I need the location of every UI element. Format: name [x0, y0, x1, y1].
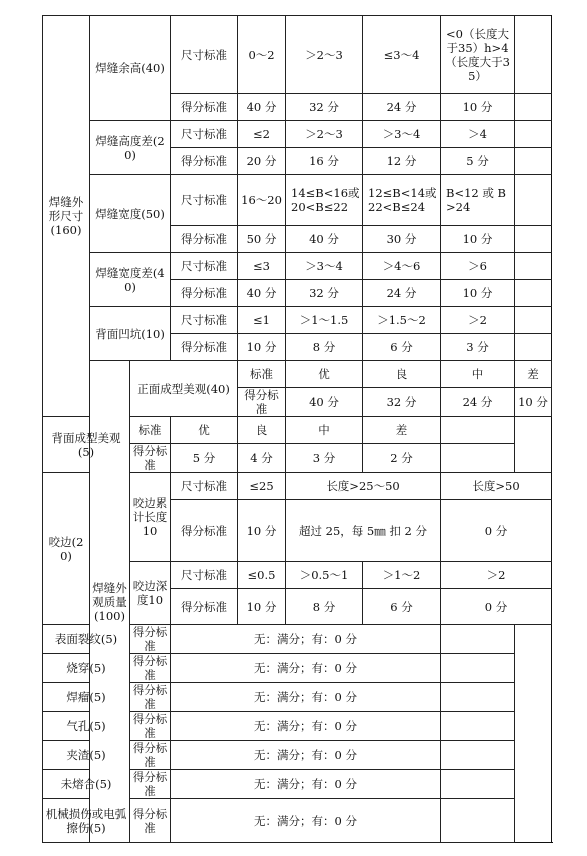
- empty-cell: [515, 175, 552, 226]
- table-cell: 32 分: [286, 94, 363, 121]
- row-label: 得分标准: [171, 280, 238, 307]
- defect-rule: 无：满分；有：0 分: [171, 770, 441, 799]
- table-cell: 0 分: [441, 589, 552, 625]
- empty-cell: [515, 16, 552, 94]
- table-cell: 12≤B<14或22<B≤24: [363, 175, 441, 226]
- table-cell: 3 分: [286, 444, 363, 473]
- table-cell: 40 分: [286, 226, 363, 253]
- table-cell: 24 分: [363, 94, 441, 121]
- empty-cell: [441, 741, 515, 770]
- row-label: 得分标准: [171, 589, 238, 625]
- table-cell: 0～2: [238, 16, 286, 94]
- table-cell: 优: [286, 361, 363, 388]
- empty-cell: [441, 625, 515, 654]
- table-cell: 长度>25～50: [286, 473, 441, 500]
- table-cell: 10 分: [441, 226, 515, 253]
- table-cell: 10 分: [238, 589, 286, 625]
- defect-rule: 无：满分；有：0 分: [171, 741, 441, 770]
- table-cell: 2 分: [363, 444, 441, 473]
- table-cell: <0（长度大于35）h>4（长度大于35）: [441, 16, 515, 94]
- defect-label: 表面裂纹(5): [43, 625, 130, 654]
- row-label: 得分标准: [130, 712, 171, 741]
- table-cell: 24 分: [441, 388, 515, 417]
- table-cell: 8 分: [286, 334, 363, 361]
- table-cell: 8 分: [286, 589, 363, 625]
- table-row: [43, 175, 552, 226]
- table-cell: ＞1～2: [363, 562, 441, 589]
- empty-cell: [441, 444, 515, 473]
- table-cell: 6 分: [363, 589, 441, 625]
- row-label: 尺寸标准: [171, 562, 238, 589]
- table-cell: 40 分: [238, 94, 286, 121]
- table-cell: 4 分: [238, 444, 286, 473]
- table-row: [43, 417, 552, 444]
- table-cell: ＞2: [441, 562, 552, 589]
- table-row: [43, 741, 552, 770]
- sub-item-label: 咬边深度10: [130, 562, 171, 625]
- table-row: [43, 307, 552, 334]
- table-cell: 中: [441, 361, 515, 388]
- table-row: [43, 361, 552, 388]
- row-label: 得分标准: [171, 500, 238, 562]
- table-cell: 5 分: [441, 148, 515, 175]
- row-label: 得分标准: [130, 654, 171, 683]
- empty-cell: [515, 226, 552, 253]
- item-label: 焊缝宽度(50): [90, 175, 171, 253]
- empty-cell: [515, 148, 552, 175]
- table-cell: ＞1～1.5: [286, 307, 363, 334]
- table-row: [43, 712, 552, 741]
- table-cell: 10 分: [441, 94, 515, 121]
- row-label: 尺寸标准: [171, 253, 238, 280]
- table-cell: 12 分: [363, 148, 441, 175]
- table-cell: ＞4: [441, 121, 515, 148]
- empty-cell: [515, 121, 552, 148]
- empty-cell: [441, 417, 515, 444]
- empty-cell: [515, 280, 552, 307]
- table-cell: 24 分: [363, 280, 441, 307]
- defect-rule: 无：满分；有：0 分: [171, 654, 441, 683]
- table-cell: ≤2: [238, 121, 286, 148]
- table-cell: 10 分: [441, 280, 515, 307]
- table-cell: 0 分: [441, 500, 552, 562]
- table-cell: ＞3～4: [286, 253, 363, 280]
- defect-label: 烧穿(5): [43, 654, 130, 683]
- table-cell: ＞4～6: [363, 253, 441, 280]
- row-label: 得分标准: [171, 94, 238, 121]
- table-cell: 良: [363, 361, 441, 388]
- empty-cell: [515, 253, 552, 280]
- table-cell: 14≤B<16或20<B≤22: [286, 175, 363, 226]
- weld-scoring-table: [42, 15, 552, 843]
- table-cell: 差: [363, 417, 441, 444]
- table-cell: ≤3～4: [363, 16, 441, 94]
- table-cell: 中: [286, 417, 363, 444]
- defect-label: 气孔(5): [43, 712, 130, 741]
- empty-cell: [515, 334, 552, 361]
- table-cell: 5 分: [171, 444, 238, 473]
- item-label: 背面凹坑(10): [90, 307, 171, 361]
- table-cell: 30 分: [363, 226, 441, 253]
- row-label: 标准: [130, 417, 171, 444]
- item-label: 焊缝高度差(20): [90, 121, 171, 175]
- table-row: [43, 625, 552, 654]
- table-cell: 3 分: [441, 334, 515, 361]
- defect-label: 焊瘤(5): [43, 683, 130, 712]
- table-cell: 16～20: [238, 175, 286, 226]
- table-cell: ＞2～3: [286, 121, 363, 148]
- row-label: 得分标准: [171, 334, 238, 361]
- table-cell: 50 分: [238, 226, 286, 253]
- table-cell: ＞2: [441, 307, 515, 334]
- defect-rule: 无：满分；有：0 分: [171, 799, 441, 843]
- row-label: 尺寸标准: [171, 121, 238, 148]
- table-cell: ＞3～4: [363, 121, 441, 148]
- table-cell: ≤1: [238, 307, 286, 334]
- table-cell: 32 分: [363, 388, 441, 417]
- table-cell: ＞0.5～1: [286, 562, 363, 589]
- item-label: 背面成型美观(5): [43, 417, 130, 473]
- defect-rule: 无：满分；有：0 分: [171, 683, 441, 712]
- row-label: 标准: [238, 361, 286, 388]
- table-cell: 20 分: [238, 148, 286, 175]
- empty-cell: [515, 94, 552, 121]
- table-cell: 32 分: [286, 280, 363, 307]
- item-label: 焊缝宽度差(40): [90, 253, 171, 307]
- empty-cell: [441, 683, 515, 712]
- defect-rule: 无：满分；有：0 分: [171, 712, 441, 741]
- row-label: 得分标准: [130, 770, 171, 799]
- table-cell: 10 分: [238, 334, 286, 361]
- defect-label: 机械损伤或电弧擦伤(5): [43, 799, 130, 843]
- row-label: 得分标准: [171, 148, 238, 175]
- table-row: [43, 799, 552, 843]
- row-label: 尺寸标准: [171, 307, 238, 334]
- row-label: 尺寸标准: [171, 473, 238, 500]
- table-cell: 16 分: [286, 148, 363, 175]
- row-label: 尺寸标准: [171, 175, 238, 226]
- row-label: 得分标准: [130, 799, 171, 843]
- table-cell: ≤3: [238, 253, 286, 280]
- row-label: 得分标准: [130, 625, 171, 654]
- table-cell: 优: [171, 417, 238, 444]
- sub-item-label: 咬边累计长度10: [130, 473, 171, 562]
- row-label: 得分标准: [171, 226, 238, 253]
- table-row: [43, 121, 552, 148]
- empty-cell: [515, 307, 552, 334]
- item-label: 正面成型美观(40): [130, 361, 238, 417]
- empty-cell: [441, 654, 515, 683]
- table-cell: 长度>50: [441, 473, 552, 500]
- row-label: 得分标准: [238, 388, 286, 417]
- table-cell: B<12 或 B>24: [441, 175, 515, 226]
- empty-cell: [441, 770, 515, 799]
- table-cell: ≤0.5: [238, 562, 286, 589]
- table-cell: 10 分: [515, 388, 552, 417]
- row-label: 得分标准: [130, 741, 171, 770]
- row-label: 得分标准: [130, 683, 171, 712]
- table-cell: ＞1.5～2: [363, 307, 441, 334]
- table-cell: 40 分: [238, 280, 286, 307]
- group-label-quality: 焊缝外观质量(100): [90, 361, 130, 843]
- empty-cell: [441, 712, 515, 741]
- empty-cell: [441, 799, 515, 843]
- table-cell: 差: [515, 361, 552, 388]
- table-cell: 良: [238, 417, 286, 444]
- table-row: [43, 16, 552, 94]
- scoring-sheet: [42, 15, 551, 843]
- table-cell: 超过 25，每 5㎜ 扣 2 分: [286, 500, 441, 562]
- defect-label: 未熔合(5): [43, 770, 130, 799]
- table-cell: 10 分: [238, 500, 286, 562]
- table-row: [43, 654, 552, 683]
- item-label: 咬边(20): [43, 473, 90, 625]
- group-label-size: 焊缝外形尺寸(160): [43, 16, 90, 417]
- row-label: 尺寸标准: [171, 16, 238, 94]
- defect-rule: 无：满分；有：0 分: [171, 625, 441, 654]
- table-row: [43, 770, 552, 799]
- item-label: 焊缝余高(40): [90, 16, 171, 121]
- row-label: 得分标准: [130, 444, 171, 473]
- defect-label: 夹渣(5): [43, 741, 130, 770]
- table-cell: 6 分: [363, 334, 441, 361]
- table-cell: ＞6: [441, 253, 515, 280]
- table-cell: ≤25: [238, 473, 286, 500]
- table-cell: 40 分: [286, 388, 363, 417]
- table-row: [43, 683, 552, 712]
- table-cell: ＞2～3: [286, 16, 363, 94]
- table-row: [43, 253, 552, 280]
